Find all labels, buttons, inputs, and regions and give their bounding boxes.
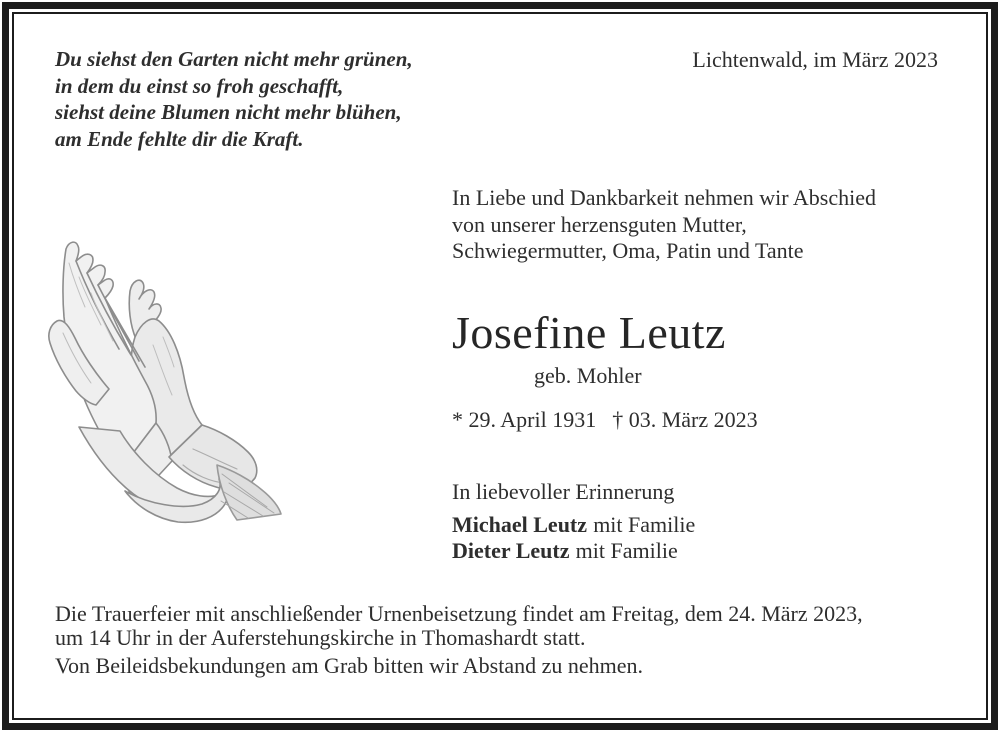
birth-date: * 29. April 1931 bbox=[452, 407, 597, 432]
mourner-entry bbox=[452, 538, 695, 564]
poem-line: Du siehst den Garten nicht mehr grünen, bbox=[55, 47, 413, 71]
death-date: † 03. März 2023 bbox=[612, 407, 758, 432]
memorial-poem bbox=[55, 46, 413, 152]
poem-line: siehst deine Blumen nicht mehr blühen, bbox=[55, 100, 402, 124]
deceased-name: Josefine Leutz bbox=[452, 307, 726, 358]
farewell-line: von unserer herzensguten Mutter, bbox=[452, 211, 747, 237]
poem-line: in dem du einst so froh geschafft, bbox=[55, 73, 344, 98]
farewell-line: In Liebe und Dankbarkeit nehmen wir Abschied bbox=[452, 185, 876, 210]
praying-hands-icon bbox=[33, 233, 303, 533]
mourners-list bbox=[452, 512, 695, 564]
maiden-name: geb. Mohler bbox=[534, 363, 642, 388]
mourner-name: Dieter Leutz bbox=[452, 538, 570, 563]
farewell-line: Schwiegermutter, Oma, Patin und Tante bbox=[452, 238, 804, 263]
farewell-text bbox=[452, 185, 876, 265]
memorial-heading: In liebevoller Erinnerung bbox=[452, 479, 675, 504]
deceased-block bbox=[452, 309, 726, 389]
mourner-entry bbox=[452, 512, 695, 538]
place-dateline: Lichtenwald, im März 2023 bbox=[692, 47, 938, 72]
funeral-line: um 14 Uhr in der Auferstehungskirche in Thomashardt statt. bbox=[55, 625, 586, 650]
mourner-suffix: mit Familie bbox=[593, 512, 696, 537]
poem-line: am Ende fehlte dir die Kraft. bbox=[55, 126, 304, 151]
funeral-line: Die Trauerfeier mit anschließender Urnenbeisetzung findet am Freitag, dem 24. März 2023, bbox=[55, 601, 863, 626]
life-dates bbox=[452, 407, 758, 433]
funeral-info bbox=[55, 602, 945, 678]
mourner-suffix: mit Familie bbox=[575, 538, 678, 563]
mourner-name: Michael Leutz bbox=[452, 512, 588, 537]
condolence-note: Von Beileidsbekundungen am Grab bitten wir Abstand zu nehmen. bbox=[55, 653, 643, 678]
